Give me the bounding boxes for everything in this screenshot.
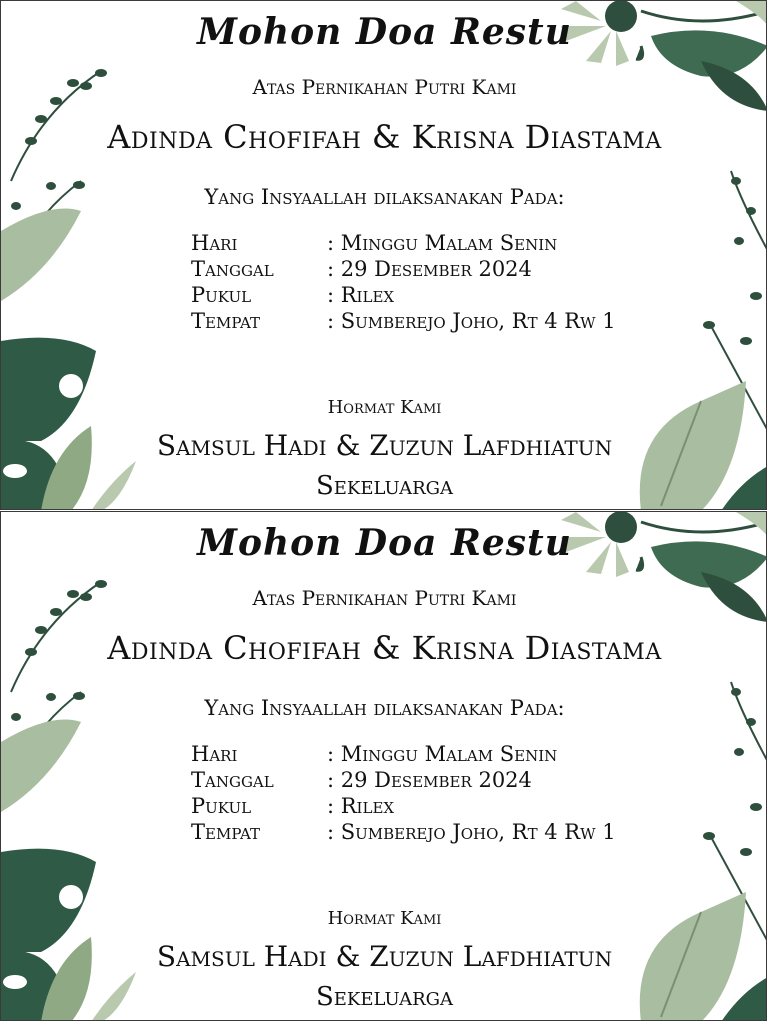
detail-value: : 29 Desember 2024 [327,768,532,792]
detail-label: Pukul [191,283,252,307]
closing-text: Hormat Kami [327,397,442,418]
family-text: Sekeluarga [315,982,454,1012]
couple-names: Adinda Chofifah & Krisna Diastama [107,118,662,156]
invitation-card-1 [0,0,767,510]
closing-text: Hormat Kami [327,908,442,929]
parents-names: Samsul Hadi & Zuzun Lafdhiatun [156,940,613,973]
detail-value: : Rilex [327,794,395,818]
detail-row-time [191,793,616,819]
event-details [191,741,616,845]
detail-value: : Sumberejo Joho, Rt 4 Rw 1 [327,820,616,844]
detail-value: : Rilex [327,283,395,307]
card-subtitle: Atas Pernikahan Putri Kami [252,586,517,610]
detail-label: Hari [191,742,238,766]
couple-names: Adinda Chofifah & Krisna Diastama [107,629,662,667]
leaves-left-icon [1,720,136,1022]
detail-label: Tanggal [191,768,274,792]
detail-row-time [191,282,616,308]
detail-row-date [191,256,616,282]
detail-row-date [191,767,616,793]
detail-label: Pukul [191,794,252,818]
card-title: Mohon Doa Restu [197,522,572,564]
card-title: Mohon Doa Restu [197,11,572,53]
detail-row-day [191,741,616,767]
event-details [191,230,616,334]
parents-names: Samsul Hadi & Zuzun Lafdhiatun [156,429,613,462]
detail-value: : 29 Desember 2024 [327,257,532,281]
detail-row-day [191,230,616,256]
family-text: Sekeluarga [315,471,454,501]
event-intro: Yang Insyaallah dilaksanakan Pada: [204,185,565,209]
detail-row-place [191,819,616,845]
detail-label: Tanggal [191,257,274,281]
detail-label: Tempat [191,309,261,333]
detail-label: Hari [191,231,238,255]
detail-label: Tempat [191,820,261,844]
detail-value: : Minggu Malam Senin [327,742,558,766]
event-intro: Yang Insyaallah dilaksanakan Pada: [204,696,565,720]
detail-row-place [191,308,616,334]
invitation-card-2 [0,511,767,1021]
leaves-left-icon [1,209,136,511]
card-subtitle: Atas Pernikahan Putri Kami [252,75,517,99]
detail-value: : Sumberejo Joho, Rt 4 Rw 1 [327,309,616,333]
detail-value: : Minggu Malam Senin [327,231,558,255]
